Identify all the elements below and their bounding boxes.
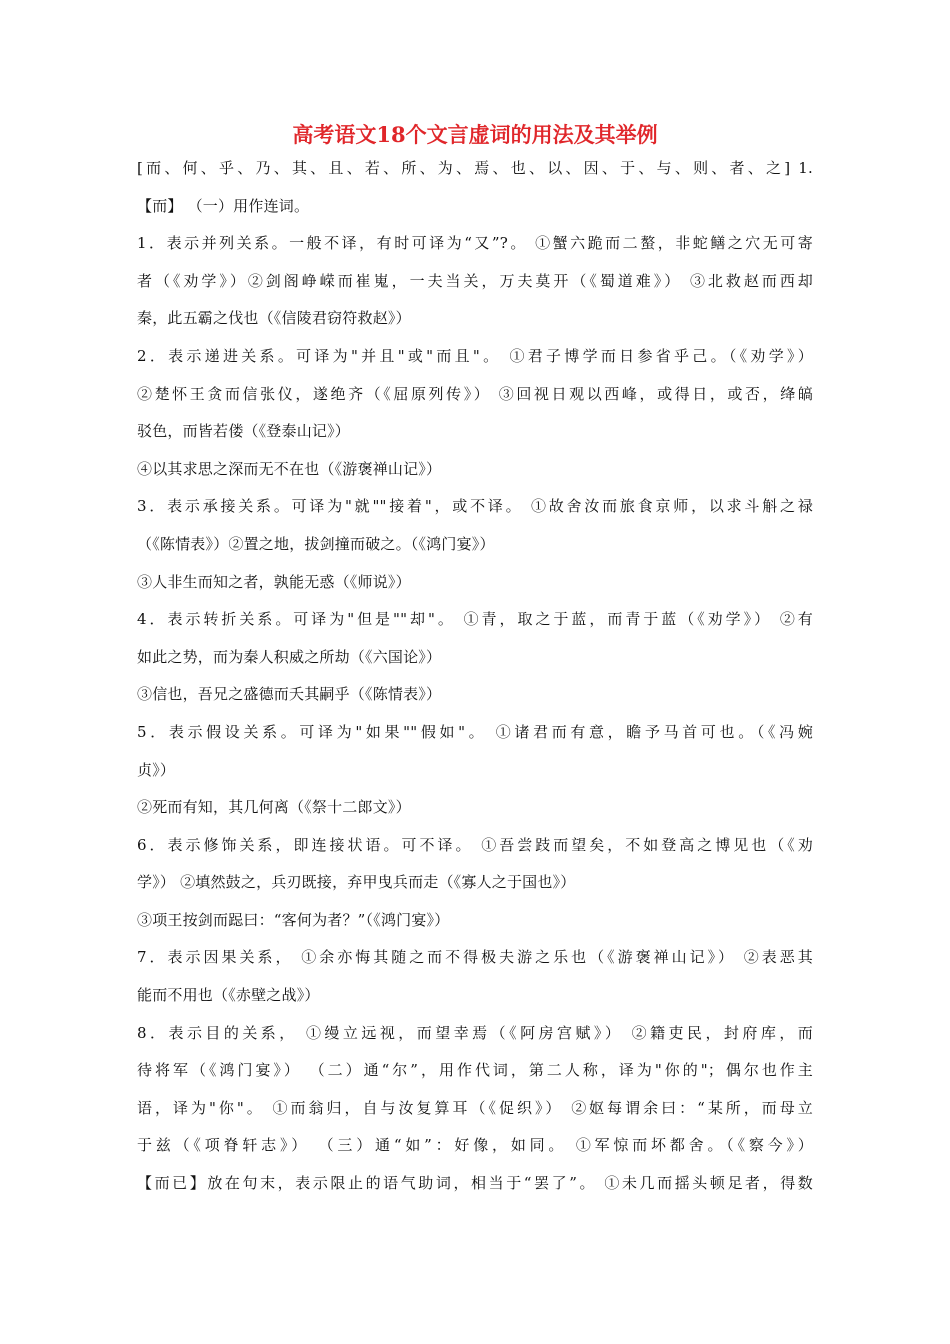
document-body [137, 150, 813, 1203]
paragraph-line: 【而已】放在句末，表示限止的语气助词，相当于“罢了”。 ①未几而摇头顿足者，得数 [137, 1174, 813, 1193]
paragraph-line: 4．表示转折关系。可译为"但是""却"。 ①青，取之于蓝，而青于蓝（《劝学》） ②有 [137, 610, 813, 629]
paragraph-line: ④以其求思之深而无不在也（《游褒禅山记》） [137, 459, 442, 478]
paragraph-line: [而、何、乎、乃、其、且、若、所、为、焉、也、以、因、于、与、则、者、之] 1. [137, 159, 813, 177]
paragraph-line: 驳色，而皆若偻（《登泰山记》） [137, 422, 351, 441]
paragraph-line: ③信也，吾兄之盛德而夭其嗣乎（《陈情表》） [137, 685, 442, 704]
paragraph-line: ②死而有知，其几何离（《祭十二郎文》） [137, 798, 411, 817]
paragraph-line: 学》） ②填然鼓之，兵刃既接，弃甲曳兵而走（《寡人之于国也》） [137, 873, 576, 892]
paragraph-line: ②楚怀王贪而信张仪，遂绝齐（《屈原列传》） ③回视日观以西峰，或得日，或否，绛皜 [137, 384, 813, 403]
paragraph-line: 如此之势，而为秦人积威之所劫（《六国论》） [137, 647, 442, 666]
paragraph-line: 1．表示并列关系。一般不译，有时可译为“又”?。 ①蟹六跪而二螯，非蛇鳝之穴无可寄 [137, 234, 813, 253]
paragraph-line: 秦，此五霸之伐也（《信陵君窃符救赵》） [137, 309, 411, 328]
paragraph-line: 2．表示递进关系。可译为"并且"或"而且"。 ①君子博学而日参省乎己。（《劝学》） [137, 346, 813, 365]
paragraph-line: 语，译为"你"。 ①而翁归，自与汝复算耳（《促织》） ②妪每谓余曰：“某所，而母立 [137, 1098, 813, 1117]
document-title: 高考语文18个文言虚词的用法及其举例 [292, 122, 658, 147]
paragraph-line: （《陈情表》）②置之地，拔剑撞而破之。（《鸿门宴》） [137, 534, 495, 553]
paragraph-line: 者（《劝学》）②剑阁峥嵘而崔嵬，一夫当关，万夫莫开（《蜀道难》） ③北救赵而西却 [137, 271, 813, 290]
paragraph-line: 【而】 （一）用作连词。 [137, 196, 310, 215]
paragraph-line: 8．表示目的关系， ①缦立远视，而望幸焉（《阿房宫赋》） ②籍吏民，封府库，而 [137, 1023, 813, 1042]
paragraph-line: 贞》） [137, 760, 176, 779]
paragraph-line: 6．表示修饰关系，即连接状语。可不译。 ①吾尝跂而望矣，不如登高之博见也（《劝 [137, 835, 813, 854]
paragraph-line: 3．表示承接关系。可译为"就""接着"，或不译。 ①故舍汝而旅食京师，以求斗斛之禄 [137, 497, 813, 516]
paragraph-line: ③项王按剑而跽曰：“客何为者？”（《鸿门宴》） [137, 910, 450, 929]
paragraph-line: 7．表示因果关系， ①余亦悔其随之而不得极夫游之乐也（《游褒禅山记》） ②表恶其 [137, 948, 813, 967]
paragraph-line: 5．表示假设关系。可译为"如果""假如"。 ①诸君而有意，瞻予马首可也。（《冯婉 [137, 722, 813, 741]
paragraph-line: 能而不用也（《赤壁之战》） [137, 986, 320, 1005]
paragraph-line: 待将军（《鸿门宴》） （二）通“尔”，用作代词，第二人称，译为"你的"；偶尔也作主 [137, 1061, 813, 1080]
paragraph-line: 于兹（《项脊轩志》） （三）通“如”：好像，如同。 ①军惊而坏都舍。（《察今》） [137, 1136, 813, 1155]
paragraph-line: ③人非生而知之者，孰能无惑（《师说》） [137, 572, 411, 591]
